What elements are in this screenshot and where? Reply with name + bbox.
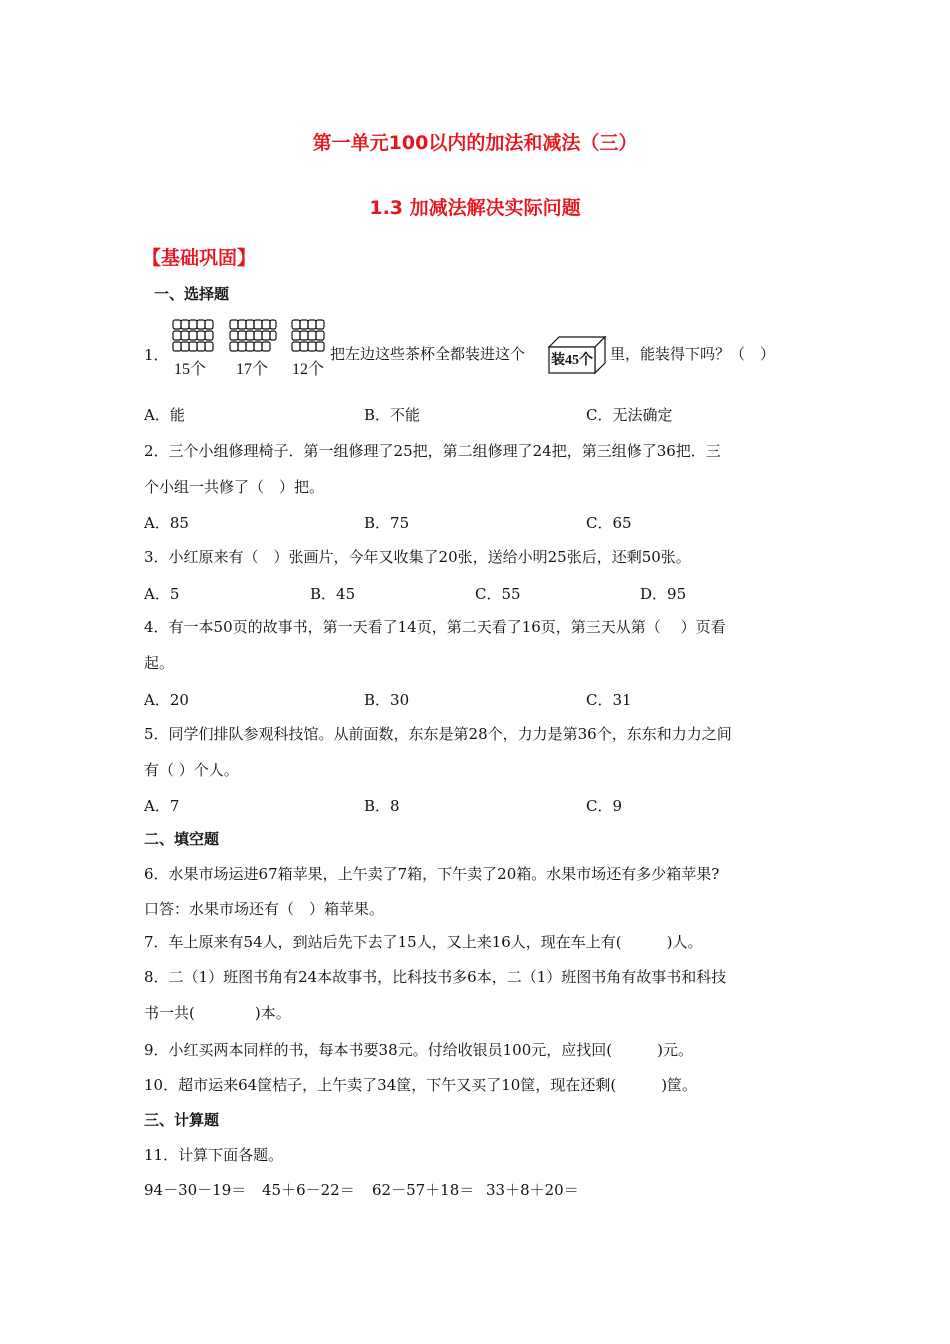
- page-subtitle: 1.3 加减法解决实际问题: [369, 197, 581, 219]
- q1-option-b: B．不能: [364, 406, 421, 424]
- q3-option-a: A．5: [144, 585, 180, 603]
- cup-count-label: 12个: [292, 361, 325, 378]
- q3-option-c: C．55: [475, 585, 521, 603]
- q2-option-c: C．65: [586, 514, 632, 532]
- q6-line1: 6．水果市场运进67箱苹果，上午卖了7箱，下午卖了20箱。水果市场还有多少箱苹果?: [144, 865, 720, 883]
- teacup-group-12-icon: [290, 318, 328, 358]
- q5-option-c: C．9: [586, 797, 623, 815]
- q1-option-a: A．能: [144, 406, 185, 424]
- calc-expression: 33＋8＋20＝: [486, 1181, 579, 1199]
- section-fill-title: 二、填空题: [144, 830, 220, 848]
- q5-option-b: B．8: [364, 797, 400, 815]
- q2-option-b: B．75: [364, 514, 410, 532]
- section-choice-title: 一、选择题: [154, 285, 230, 303]
- q8-line2: 书一共( )本。: [144, 1004, 291, 1022]
- q5-option-a: A．7: [144, 797, 180, 815]
- q3-line1: 3．小红原来有（ ）张画片，今年又收集了20张，送给小明25张后，还剩50张。: [144, 548, 691, 566]
- q1-number: 1．: [144, 346, 169, 364]
- teacup-group-15-icon: [170, 318, 218, 358]
- q1-text-before: 把左边这些茶杯全都装进这个: [330, 345, 526, 363]
- q5-line2: 有（ ）个人。: [144, 761, 239, 779]
- q7-line1: 7．车上原来有54人，到站后先下去了15人，又上来16人，现在车上有( )人。: [144, 933, 703, 951]
- q1-text-after: 里，能装得下吗？（ ）: [610, 345, 776, 363]
- calc-expression: 94－30－19＝: [144, 1181, 247, 1199]
- q6-line2: 口答：水果市场还有（ ）箱苹果。: [144, 900, 385, 918]
- calc-expression: 45＋6－22＝: [262, 1181, 355, 1199]
- q8-line1: 8．二（1）班图书角有24本故事书，比科技书多6本，二（1）班图书角有故事书和科技: [144, 968, 727, 986]
- q9-line1: 9．小红买两本同样的书，每本书要38元。付给收银员100元，应找回( )元。: [144, 1041, 693, 1059]
- box-45-icon: [547, 335, 607, 375]
- q5-line1: 5．同学们排队参观科技馆。从前面数，东东是第28个，力力是第36个，东东和力力之间: [144, 725, 732, 743]
- q4-option-a: A．20: [144, 691, 189, 709]
- page-title: 第一单元100以内的加法和减法（三）: [312, 132, 638, 154]
- q3-option-b: B．45: [310, 585, 356, 603]
- q4-option-c: C．31: [586, 691, 632, 709]
- q4-line1: 4．有一本50页的故事书，第一天看了14页，第二天看了16页，第三天从第（ ）页看: [144, 618, 726, 636]
- q4-option-b: B．30: [364, 691, 410, 709]
- cup-count-label: 15个: [174, 361, 207, 378]
- section-heading: 【基础巩固】: [142, 247, 257, 269]
- q2-option-a: A．85: [144, 514, 189, 532]
- q3-option-d: D．95: [640, 585, 687, 603]
- q10-line1: 10．超市运来64筐桔子，上午卖了34筐，下午又买了10筐，现在还剩( )筐。: [144, 1076, 698, 1094]
- q1-option-c: C．无法确定: [586, 406, 673, 424]
- q4-line2: 起。: [144, 654, 175, 672]
- cup-count-label: 17个: [236, 361, 269, 378]
- q11-line1: 11．计算下面各题。: [144, 1146, 284, 1164]
- q2-line1: 2．三个小组修理椅子．第一组修理了25把，第二组修理了24把，第三组修了36把．三: [144, 442, 721, 460]
- teacup-group-17-icon: [228, 318, 278, 358]
- section-calc-title: 三、计算题: [144, 1111, 220, 1129]
- calc-expression: 62－57＋18＝: [372, 1181, 475, 1199]
- q2-line2: 个小组一共修了（ ）把。: [144, 478, 325, 496]
- box-label: 装45个: [551, 353, 593, 368]
